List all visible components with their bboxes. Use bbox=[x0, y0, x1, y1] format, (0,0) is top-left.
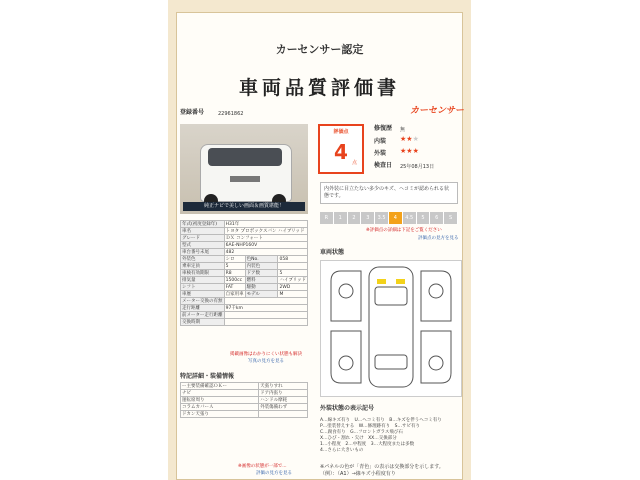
scale-step: 4.5 bbox=[403, 212, 417, 224]
spec-value: H31年 bbox=[224, 221, 307, 228]
spec-key: 排気量 bbox=[181, 277, 225, 284]
scale-link[interactable]: 評価点の見方を見る bbox=[418, 236, 459, 241]
spec-key: モデル bbox=[245, 291, 278, 298]
star-icon: ★ bbox=[400, 147, 407, 155]
spec-row bbox=[181, 256, 308, 263]
feature-table bbox=[180, 382, 308, 418]
star-icon: ★ bbox=[400, 135, 407, 143]
scale-step: 3.5 bbox=[375, 212, 389, 224]
scale-step: 5 bbox=[417, 212, 431, 224]
feature-cell: ー主要装備確認ＯＫー bbox=[181, 383, 259, 390]
scale-step: 3 bbox=[361, 212, 375, 224]
feature-row bbox=[181, 397, 308, 404]
spec-value: 2WD bbox=[278, 284, 308, 291]
spec-row bbox=[181, 277, 308, 284]
spec-value bbox=[224, 319, 307, 326]
spec-row bbox=[181, 312, 308, 319]
spec-value: 5 bbox=[278, 270, 308, 277]
scale-step: 6 bbox=[430, 212, 444, 224]
spec-key: 走行距離 bbox=[181, 305, 225, 312]
legend-line: 4…さらに大きいもの bbox=[320, 448, 364, 453]
car-grill bbox=[230, 176, 260, 182]
spec-value: シロ bbox=[224, 256, 245, 263]
repair-label: 修復歴 bbox=[374, 125, 393, 132]
inspect-value: 25年08月13日 bbox=[400, 164, 435, 170]
spec-key: 内装色 bbox=[245, 263, 278, 270]
footer-note: ※パネルの色が「青色」の表示は交換部分を示します。 bbox=[320, 464, 444, 470]
feature-cell: ナビ bbox=[181, 390, 259, 397]
front-windshield-outline bbox=[375, 287, 407, 305]
spec-value: トヨタ プロボックスバン ハイブリッド bbox=[224, 228, 307, 235]
spec-value: 058 bbox=[278, 256, 308, 263]
feature-cell: 天張りすれ bbox=[259, 383, 308, 390]
feature-cell: ドア内張り bbox=[259, 390, 308, 397]
spec-value bbox=[224, 312, 307, 319]
bottom-note: ※画像の状態が一部で... bbox=[238, 464, 287, 469]
condition-comment: 内外装に目立たない多少のキズ、ヘコミが認められる状態です。 bbox=[320, 182, 458, 204]
feature-cell: 運転席周り bbox=[181, 397, 259, 404]
spec-key: シフト bbox=[181, 284, 225, 291]
spec-key: 車台番号末尾 bbox=[181, 249, 225, 256]
spec-row bbox=[181, 291, 308, 298]
feature-cell: ハンドル摩耗 bbox=[259, 397, 308, 404]
spec-key: グレード bbox=[181, 235, 225, 242]
spec-row bbox=[181, 305, 308, 312]
spec-value bbox=[224, 298, 307, 305]
score-scale bbox=[320, 212, 458, 224]
right-rear-wheel bbox=[429, 356, 443, 370]
left-rear-side bbox=[331, 331, 361, 383]
vehicle-photo[interactable] bbox=[180, 124, 308, 214]
spec-key: ドア数 bbox=[245, 270, 278, 277]
header-subtitle: カーセンサー認定 bbox=[275, 43, 364, 56]
photo-link[interactable]: 写真の見方を見る bbox=[248, 359, 284, 364]
star-icon: ★ bbox=[406, 135, 413, 143]
car-windshield bbox=[208, 148, 282, 166]
reg-label: 登録番号 bbox=[180, 109, 205, 116]
scale-step: 1 bbox=[334, 212, 348, 224]
feature-row bbox=[181, 404, 308, 411]
spec-row bbox=[181, 242, 308, 249]
exterior-stars bbox=[400, 148, 419, 154]
spec-row bbox=[181, 284, 308, 291]
spec-key: 駆動 bbox=[245, 284, 278, 291]
feature-cell bbox=[259, 411, 308, 418]
spec-row bbox=[181, 319, 308, 326]
spec-row bbox=[181, 298, 308, 305]
spec-key: 車歴 bbox=[181, 291, 225, 298]
spec-value: 6AE-NHP160V bbox=[224, 242, 307, 249]
photo-note: 掲載画像はわかりにくい状態も解決 bbox=[230, 352, 302, 357]
star-icon: ★ bbox=[412, 147, 419, 155]
score-box bbox=[318, 124, 364, 174]
scale-step: 2 bbox=[348, 212, 362, 224]
diagram-title: 車両状態 bbox=[320, 249, 345, 256]
interior-label: 内装 bbox=[374, 138, 387, 145]
car-outline-svg bbox=[321, 261, 461, 396]
spec-key: メーター交換の有無 bbox=[182, 298, 223, 304]
score-unit: 点 bbox=[351, 160, 357, 166]
right-front-wheel bbox=[429, 284, 443, 298]
inspect-label: 検査日 bbox=[374, 162, 393, 169]
spec-value: 5 bbox=[224, 263, 245, 270]
damage-marker-front-left bbox=[377, 279, 386, 284]
legend-line: 1…小程度 2…中程度 3…大程度または多数 bbox=[320, 442, 415, 447]
star-icon: ★ bbox=[412, 135, 419, 143]
spec-row bbox=[181, 249, 308, 256]
page-title: 車両品質評価書 bbox=[238, 77, 400, 99]
vehicle-damage-diagram bbox=[320, 260, 462, 397]
legend-title: 外装状態の表示記号 bbox=[320, 405, 375, 412]
spec-value: M bbox=[278, 291, 308, 298]
spec-row bbox=[181, 270, 308, 277]
spec-key: 車検有効期限 bbox=[181, 270, 225, 277]
feature-cell: コラムカバーＡ bbox=[181, 404, 259, 411]
legend bbox=[320, 418, 460, 454]
spec-value: ハイブリッド bbox=[279, 277, 306, 283]
spec-value: 自家用車 bbox=[225, 291, 244, 297]
legend-line: P…塗装替えする W…修理跡有り S…サビ有り bbox=[320, 424, 421, 429]
star-icon: ★ bbox=[406, 147, 413, 155]
carsensor-logo: カーセンサー bbox=[410, 106, 464, 116]
left-front-side bbox=[331, 271, 361, 321]
scale-step: R bbox=[320, 212, 334, 224]
footer-note-example: （例）：（A1）→線キズ小程度有り bbox=[320, 471, 396, 477]
left-front-wheel bbox=[339, 284, 353, 298]
feature-row bbox=[181, 383, 308, 390]
exterior-label: 外装 bbox=[374, 150, 387, 157]
spec-key: 外装色 bbox=[181, 256, 225, 263]
spec-key: 型式 bbox=[181, 242, 225, 249]
feature-row bbox=[181, 390, 308, 397]
feature-cell: ドカン天張り bbox=[181, 411, 259, 418]
spec-value: 482 bbox=[224, 249, 307, 256]
legend-line: A…線キズ有り U…ヘコミ有り B…キズを伴うヘコミ有り bbox=[320, 418, 442, 423]
feature-row bbox=[181, 411, 308, 418]
spec-value: 1500cc bbox=[224, 277, 245, 284]
score-label: 評価点 bbox=[333, 129, 349, 135]
spec-value: FAT bbox=[224, 284, 245, 291]
spec-table bbox=[180, 220, 308, 326]
spec-key: 燃料 bbox=[245, 277, 278, 284]
spec-key: 車名 bbox=[181, 228, 225, 235]
spec-value: 97千km bbox=[224, 305, 307, 312]
interior-stars bbox=[400, 136, 419, 142]
scale-step: S bbox=[444, 212, 458, 224]
spec-key: 交換時期 bbox=[181, 319, 225, 326]
photo-caption: 純正ナビで美しい画面＆画質堪能！ bbox=[183, 202, 305, 211]
spec-value: R8 bbox=[224, 270, 245, 277]
spec-key: 年式(初度登録年) bbox=[181, 221, 225, 228]
left-rear-wheel bbox=[339, 356, 353, 370]
spec-value: ＤＸ コンフォート bbox=[224, 235, 307, 242]
damage-marker-front-right bbox=[396, 279, 405, 284]
spec-key: 乗車定員 bbox=[181, 263, 225, 270]
reg-value: 22961862 bbox=[218, 111, 244, 117]
legend-line: X…ひび・割れ・欠け XX…交換部分 bbox=[320, 436, 397, 441]
spec-row bbox=[181, 235, 308, 242]
feature-title: 特記詳細・装備情報 bbox=[180, 373, 235, 380]
scale-step: 4 bbox=[389, 212, 403, 224]
spec-key: 色No. bbox=[245, 256, 278, 263]
spec-value bbox=[278, 263, 308, 270]
spec-row bbox=[181, 221, 308, 228]
repair-value: 無 bbox=[400, 127, 406, 133]
spec-row bbox=[181, 228, 308, 235]
feature-cell: 外装傷備わず bbox=[259, 404, 308, 411]
rear-window-outline bbox=[375, 355, 407, 369]
right-rear-side bbox=[421, 331, 451, 383]
scale-note: ※評価点の詳細は下記をご覧ください bbox=[366, 228, 442, 233]
legend-line: C…腐食有り G…フロントガラス飛び石 bbox=[320, 430, 403, 435]
spec-row bbox=[181, 263, 308, 270]
right-front-side bbox=[421, 271, 451, 321]
score-value: 4 bbox=[334, 140, 348, 164]
spec-key: 前メーター走行距離 bbox=[182, 312, 223, 318]
bottom-link[interactable]: 評価の見方を見る bbox=[256, 471, 292, 476]
